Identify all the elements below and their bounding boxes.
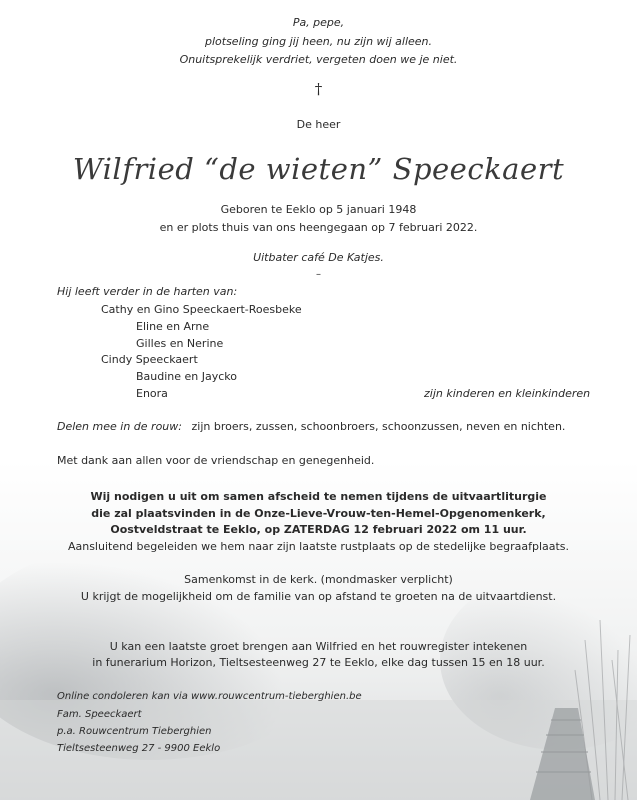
separator: – bbox=[316, 269, 321, 280]
ceremony-line-2: die zal plaatsvinden in de Onze-Lieve-Vrouw-ten-Hemel-Opgenomenkerk, bbox=[91, 507, 546, 520]
family-role: zijn kinderen en kleinkinderen bbox=[424, 387, 591, 400]
family-member: Eline en Arne bbox=[136, 320, 210, 333]
poem-line-1: Pa, pepe, bbox=[292, 16, 345, 29]
family-member: Enora bbox=[136, 387, 168, 400]
family-member: Cindy Speeckaert bbox=[101, 353, 198, 366]
mourning-label: Delen mee in de rouw: bbox=[57, 420, 182, 433]
family-member: Cathy en Gino Speeckaert-Roesbeke bbox=[101, 303, 302, 316]
gathering-line-2: U krijgt de mogelijkheid om de familie van op afstand te groeten na de uitvaartdienst. bbox=[80, 590, 557, 603]
family-member: Baudine en Jaycko bbox=[136, 370, 238, 383]
burial-line: Aansluitend begeleiden we hem naar zijn laatste rustplaats op de stedelijke begraafplaats. bbox=[67, 540, 570, 553]
mourning-line bbox=[57, 420, 565, 434]
title-prefix: De heer bbox=[296, 118, 341, 131]
farewell-line-1: U kan een laatste groet brengen aan Wilfried en het rouwregister intekenen bbox=[109, 640, 528, 653]
ceremony-line-3: Oostveldstraat te Eeklo, op ZATERDAG 12 februari 2022 om 11 uur. bbox=[110, 523, 527, 536]
death-line: en er plots thuis van ons heengegaan op 7 februari 2022. bbox=[159, 221, 478, 234]
mourning-text: zijn broers, zussen, schoonbroers, schoonzussen, neven en nichten. bbox=[191, 420, 566, 433]
poem-line-3: Onuitsprekelijk verdriet, vergeten doen we je niet. bbox=[179, 53, 458, 66]
contact-family: Fam. Speeckaert bbox=[57, 709, 142, 720]
thanks: Met dank aan allen voor de vriendschap en genegenheid. bbox=[57, 454, 375, 467]
cross-icon: † bbox=[314, 80, 323, 98]
ceremony-line-1: Wij nodigen u uit om samen afscheid te nemen tijdens de uitvaartliturgie bbox=[90, 490, 547, 503]
family-member: Gilles en Nerine bbox=[136, 337, 224, 350]
occupation: Uitbater café De Katjes. bbox=[253, 251, 384, 264]
poem-line-2: plotseling ging jij heen, nu zijn wij alleen. bbox=[204, 35, 433, 48]
contact-care-of: p.a. Rouwcentrum Tieberghien bbox=[57, 726, 212, 737]
farewell-line-2: in funerarium Horizon, Tieltsesteenweg 27 te Eeklo, elke dag tussen 15 en 18 uur. bbox=[92, 656, 545, 669]
deceased-name: Wilfried “de wieten” Speeckaert bbox=[72, 152, 565, 186]
birth-line: Geboren te Eeklo op 5 januari 1948 bbox=[220, 203, 417, 216]
contact-online: Online condoleren kan via www.rouwcentrum-tieberghien.be bbox=[57, 691, 362, 702]
contact-address: Tieltsesteenweg 27 - 9900 Eeklo bbox=[57, 743, 221, 754]
family-intro: Hij leeft verder in de harten van: bbox=[57, 285, 238, 298]
gathering-line-1: Samenkomst in de kerk. (mondmasker verplicht) bbox=[184, 573, 453, 586]
